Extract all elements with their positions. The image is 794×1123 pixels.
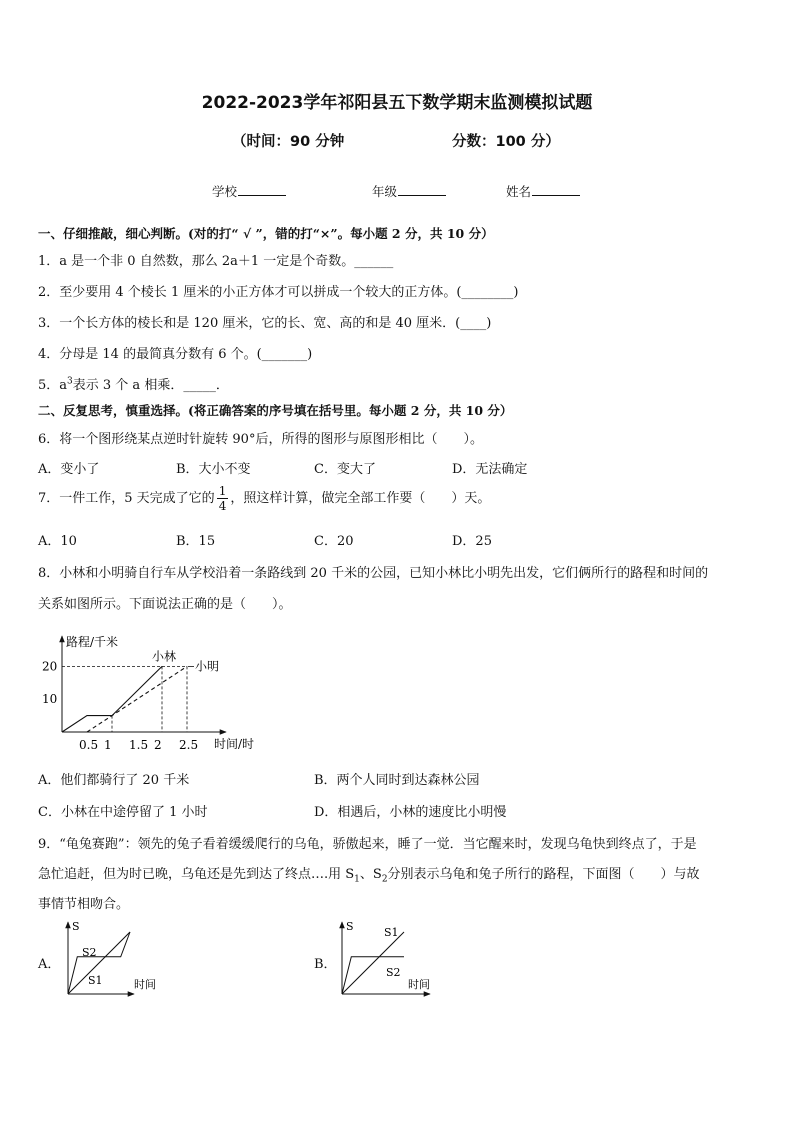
q7-option-a[interactable]: A．10: [38, 534, 77, 549]
graph-b-x-label: 时间: [408, 978, 430, 991]
name-blank[interactable]: [532, 185, 580, 196]
x-tick-label: 1.5: [129, 738, 149, 752]
x-tick-label: 2.5: [179, 738, 199, 752]
grade-label: 年级: [372, 184, 398, 199]
q8-option-d[interactable]: D．相遇后，小林的速度比小明慢: [314, 805, 507, 820]
series-label-xiaolin: 小林: [152, 649, 177, 664]
fraction-denominator: 4: [218, 499, 227, 513]
q9-graph-a: [60, 918, 164, 998]
fraction: [217, 484, 229, 513]
question-3: 3．一个长方体的棱长和是 120 厘米，它的长、宽、高的和是 40 厘米．(____): [38, 316, 492, 331]
x-tick-label: 1: [104, 738, 112, 752]
y-tick-label: 10: [42, 692, 58, 707]
question-9-line3: 事情节相吻合。: [38, 897, 130, 912]
s1-subscript: 1: [354, 874, 360, 885]
x-axis-label: 时间/时: [214, 737, 255, 751]
q7-option-b[interactable]: B．15: [176, 534, 216, 549]
graph-b-s1-label: S1: [384, 926, 399, 939]
name-field: [506, 182, 580, 200]
q6-option-a[interactable]: A．变小了: [38, 462, 100, 477]
question-2: 2．至少要用 4 个棱长 1 厘米的小正方体才可以拼成一个较大的正方体。(________): [38, 285, 519, 300]
series-line-xiaoming: [87, 666, 187, 732]
exam-time: （时间：90 分钟: [232, 134, 345, 150]
school-blank[interactable]: [238, 185, 286, 196]
x-tick-label: 2: [154, 738, 162, 752]
s2-subscript: 2: [381, 874, 388, 885]
q6-option-b[interactable]: B．大小不变: [176, 462, 251, 477]
exam-score: 分数：100 分）: [452, 134, 560, 150]
grade-blank[interactable]: [398, 185, 446, 196]
y-axis-label: 路程/千米: [66, 635, 119, 649]
q9-graph-b: [334, 918, 438, 998]
page-title: 2022-2023学年祁阳县五下数学期末监测模拟试题: [201, 93, 593, 113]
q9-option-b[interactable]: B．: [314, 957, 337, 972]
school-label: 学校: [212, 184, 238, 199]
series-line-s1: [342, 932, 404, 994]
q7-option-c[interactable]: C．20: [314, 534, 354, 549]
q6-option-c[interactable]: C．变大了: [314, 462, 376, 477]
school-field: [212, 182, 286, 200]
q6-option-d[interactable]: D．无法确定: [452, 462, 528, 477]
question-5: [38, 374, 229, 393]
question-7-rest: ，照这样计算，做完全部工作要（ ）天。: [230, 491, 491, 506]
graph-a-s1-label: S1: [88, 974, 103, 987]
q8-distance-time-chart: [36, 628, 276, 756]
graph-a-s2-label: S2: [82, 946, 97, 959]
section1-heading: 一、仔细推敲，细心判断。(对的打“ √ ”，错的打“×”。每小题 2 分，共 10 分）: [38, 226, 494, 241]
q9-text-a: 急忙追赶，但为时已晚，乌龟还是先到达了终点….用 S: [38, 867, 355, 882]
q9-option-a[interactable]: A．: [38, 957, 61, 972]
question-8-line2: 关系如图所示。下面说法正确的是（ ）。: [38, 597, 292, 612]
section2-heading: 二、反复思考，慎重选择。(将正确答案的序号填在括号里。每小题 2 分，共 10 分）: [38, 403, 513, 418]
fraction-numerator: 1: [218, 484, 227, 498]
name-label: 姓名: [506, 184, 532, 199]
graph-b-s2-label: S2: [386, 966, 401, 979]
q8-option-c[interactable]: C．小林在中途停留了 1 小时: [38, 805, 208, 820]
graph-a-y-label: S: [72, 920, 80, 933]
graph-b-y-label: S: [346, 920, 354, 933]
y-tick-label: 20: [42, 659, 58, 674]
question-4: 4．分母是 14 的最简真分数有 6 个。(_______): [38, 347, 313, 362]
q8-option-a[interactable]: A．他们都骑行了 20 千米: [38, 773, 190, 788]
question-7: [38, 484, 490, 513]
question-5-rest: 表示 3 个 a 相乘．_____．: [72, 378, 229, 393]
q8-option-b[interactable]: B．两个人同时到达森林公园: [314, 773, 480, 788]
q9-text-b: 分别表示乌龟和兔子所行的路程，下面图（ ）与故: [387, 867, 700, 882]
question-9-line2: [38, 863, 700, 885]
x-tick-label: 0.5: [79, 738, 99, 752]
question-6: 6．将一个图形绕某点逆时针旋转 90°后，所得的图形与原图形相比（ ）。: [38, 432, 483, 447]
question-7-lead: 7．一件工作，5 天完成了它的: [38, 491, 215, 506]
question-1: 1．a 是一个非 0 自然数，那么 2a＋1 一定是个奇数。______: [38, 254, 394, 269]
series-label-xiaoming: 小明: [195, 659, 220, 674]
q9-text-mid: 、S: [359, 867, 382, 882]
question-9-line1: 9．“龟兔赛跑”：领先的兔子看着缓缓爬行的乌龟，骄傲起来，睡了一觉．当它醒来时，发现乌龟快到终点了，于是: [38, 837, 697, 852]
exponent: 3: [67, 376, 73, 387]
question-8-line1: 8．小林和小明骑自行车从学校沿着一条路线到 20 千米的公园，已知小林比小明先出发，它们俩所行的路程和时间的: [38, 566, 709, 581]
grade-field: [372, 182, 446, 200]
question-5-lead: 5．a: [38, 378, 68, 393]
graph-a-x-label: 时间: [134, 978, 156, 991]
q7-option-d[interactable]: D．25: [452, 534, 492, 549]
